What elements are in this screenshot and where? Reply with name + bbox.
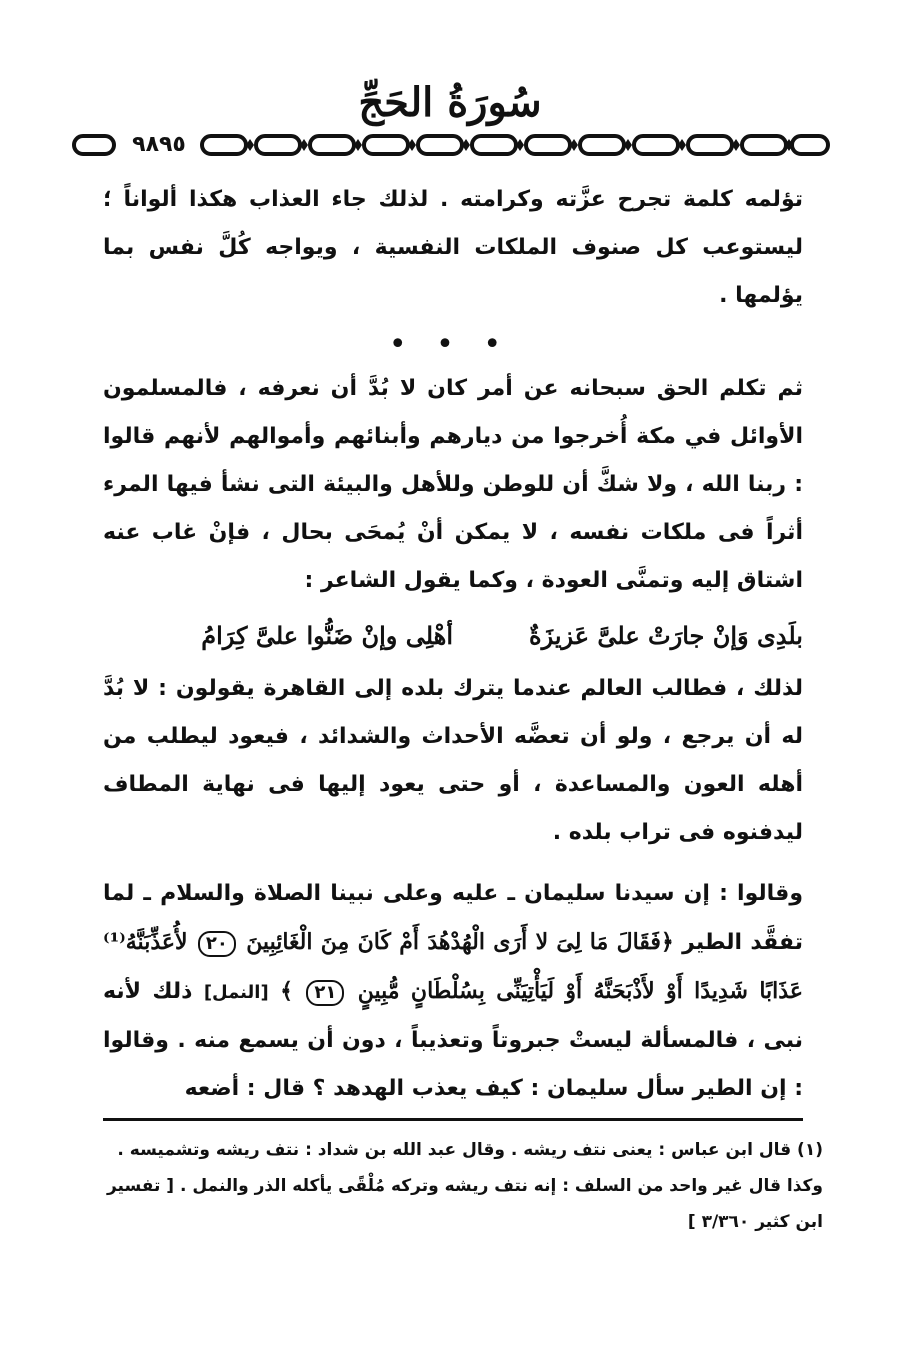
page-number: ٩٨٩٥ bbox=[124, 128, 194, 162]
ayah-number-20: ٢٠ bbox=[198, 931, 236, 957]
paragraph-4-continuation: ذلك لأنه نبى ، فالمسألة ليستْ جبروتاً وتعذيباً ، دون أن يسمع منه . وقالوا : إن الطير سأل سليمان : كيف يعذب الهدهد ؟ قال : أضعه bbox=[103, 979, 803, 1101]
footnote-divider bbox=[103, 1118, 803, 1121]
ayah-number-21: ٢١ bbox=[306, 980, 344, 1006]
verse-hemistich-1: بلَدِى وَإنْ جارَتْ علىَّ عَزيزَةٌ bbox=[529, 621, 803, 650]
quran-verse-20: ﴿فَقَالَ مَا لِىَ لا أَرَى الْهُدْهُدَ أَمْ كَانَ مِنَ الْغَائِبِينَ bbox=[246, 929, 674, 955]
paragraph-3: لذلك ، فطالب العالم عندما يترك بلده إلى القاهرة يقولون : لا بُدَّ له أن يرجع ، ولو أن تعضَّه الأحداث والشدائد ، فيعود ليطلب من أهله العون والمساعدة ، أو حتى يعود إليها فى نهاية المطاف ليدفنوه فى تراب بلده . bbox=[103, 676, 803, 845]
surah-title: سُورَةُ الحَجِّ bbox=[358, 79, 542, 126]
quran-close-bracket: ﴾ bbox=[280, 978, 293, 1004]
paragraph-2: ثم تكلم الحق سبحانه عن أمر كان لا بُدَّ أن نعرفه ، فالمسلمون الأوائل في مكة أُخرجوا من ديارهم وأبنائهم وأموالهم لأنهم قالوا : ربنا الله ، ولا شكَّ أن للوطن وللأهل والبيئة التى نشأ فيها المرء أثراً فى ملكات نفسه ، لا يمكن أنْ يُمحَى بحال ، فإنْ غاب عنه اشتاق إليه وتمنَّى العودة ، وكما يقول الشاعر : bbox=[103, 376, 803, 593]
section-separator: • • • bbox=[388, 327, 512, 362]
footnote: (١) قال ابن عباس : يعنى نتف ريشه . وقال عبد الله بن شداد : نتف ريشه وتشميسه . وكذا قال غير واحد من السلف : إنه نتف ريشه وتركه مُلْقًى يأكله الذر والنمل . [ تفسير ابن كثير ٣/٣٦٠ ] bbox=[106, 1140, 823, 1232]
paragraph-4-intro: وقالوا : إن سيدنا سليمان ـ عليه وعلى نبينا الصلاة والسلام ـ لما تفقَّد الطير bbox=[103, 881, 803, 955]
quran-verse-21: لأُعَذِّبَنَّهُ⁽¹⁾ عَذَابًا شَدِيدًا أَوْ لأَذْبَحَنَّهُ أَوْ لَيَأْتِيَنِّى بِسُلْطَانٍ مُّبِينٍ bbox=[103, 929, 803, 1004]
decorative-chain-border bbox=[72, 128, 832, 162]
paragraph-4 bbox=[103, 870, 803, 1113]
verse-hemistich-2: أهْلِى وإنْ ضَنُّوا علىَّ كِرَامُ bbox=[201, 621, 453, 650]
paragraph-1: تؤلمه كلمة تجرح عزَّته وكرامته . لذلك جاء العذاب هكذا ألواناً ؛ ليستوعب كل صنوف الملكات النفسية ، ويواجه كُلَّ نفس بما يؤلمها . bbox=[103, 187, 803, 308]
surah-reference: [النمل] bbox=[203, 982, 269, 1003]
